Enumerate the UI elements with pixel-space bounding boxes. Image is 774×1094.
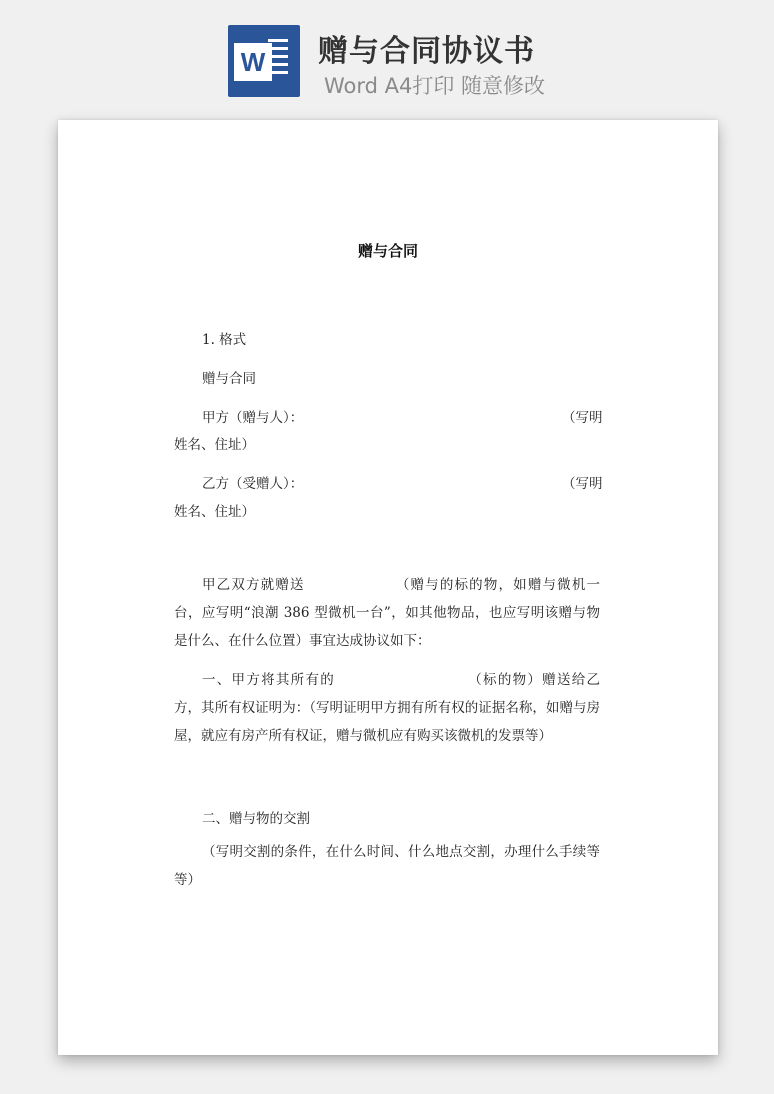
document-title: 赠与合同 (357, 242, 418, 260)
clause-1-start: 一、甲方将其所有的 (202, 672, 335, 688)
party-a-note-cont: 姓名、住址） (174, 437, 255, 453)
clause-1-rest: （标的物）赠送给乙方，其所有权证明为：（写明证明甲方拥有所有权的证据名称，如赠与房屋，就应有房产所有权证，赠与微机应有购买该微机的发票等） (174, 672, 600, 744)
header-subtitle: Word A4打印 随意修改 (324, 74, 546, 98)
party-b-note: （写明 (562, 476, 603, 492)
header-title: 赠与合同协议书 (318, 34, 535, 69)
section-format: 1. 格式 (202, 332, 247, 348)
clause-2-title: 二、赠与物的交割 (202, 811, 310, 827)
word-logo-letter: W (234, 43, 272, 81)
party-a-label: 甲方（赠与人）： (202, 410, 304, 426)
promo-header (0, 0, 774, 110)
word-icon (228, 25, 300, 97)
contract-name: 赠与合同 (202, 371, 256, 387)
party-b-note-cont: 姓名、住址） (174, 504, 255, 520)
intro-rest: （赠与的标的物，如赠与微机一台，应写明“浪潮 386 型微机一台”，如其他物品，也应写明该赠与物是什么、在什么位置）事宜达成协议如下： (174, 577, 601, 649)
party-a-note: （写明 (562, 410, 603, 426)
intro-start: 甲乙双方就赠送 (202, 577, 305, 593)
document-page (58, 120, 718, 1055)
intro-paragraph (174, 571, 600, 655)
clause-1 (174, 666, 600, 750)
clause-2-body: （写明交割的条件，在什么时间、什么地点交割，办理什么手续等等） (174, 844, 600, 888)
party-b-label: 乙方（受赠人）： (202, 476, 304, 492)
